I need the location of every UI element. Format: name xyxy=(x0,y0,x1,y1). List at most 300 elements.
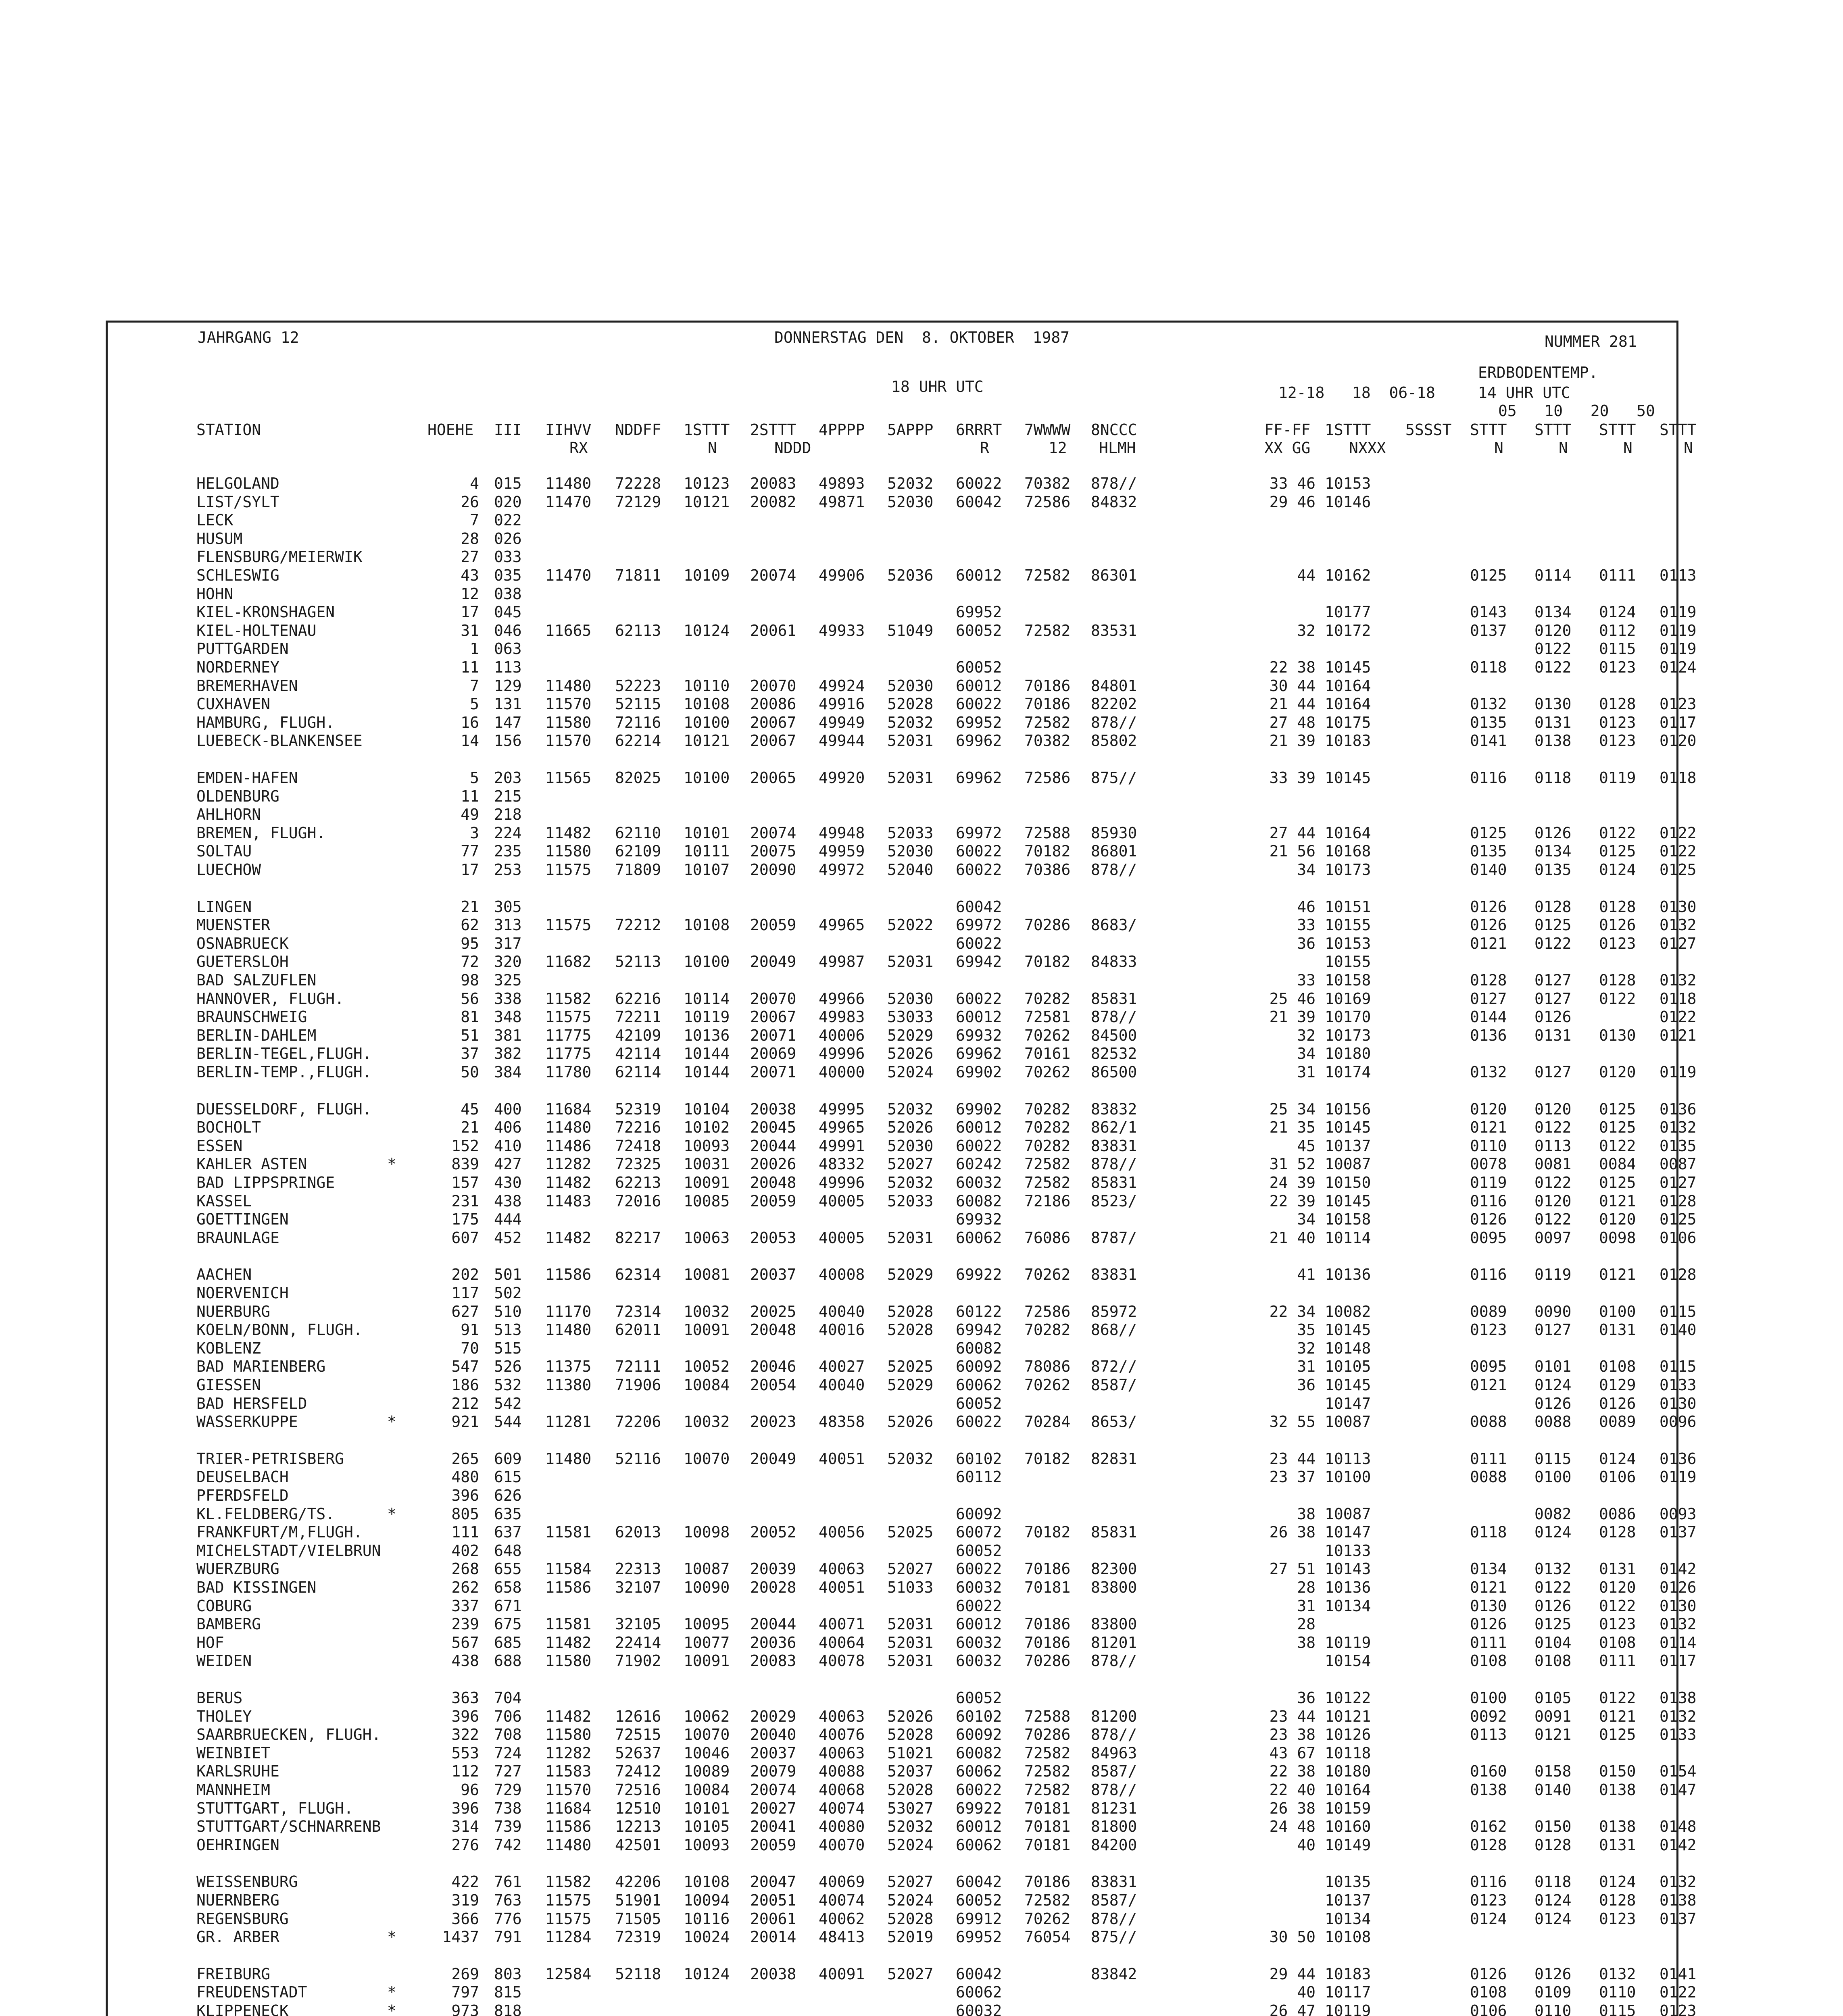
wind-max: 28 xyxy=(1297,1615,1316,1633)
synop-group: 42501 xyxy=(615,1836,661,1854)
soil-temp: 0142 xyxy=(1660,1836,1697,1854)
synop-group: 60092 xyxy=(956,1358,1002,1375)
station-height: 797 xyxy=(451,1983,479,2001)
station-height: 402 xyxy=(451,1542,479,1560)
synop-group: 10101 xyxy=(684,1799,730,1817)
column-subheader: HLMH xyxy=(1099,439,1136,457)
max-temp: 10159 xyxy=(1325,1799,1371,1817)
soil-temp: 0127 xyxy=(1660,1174,1697,1191)
max-temp: 10134 xyxy=(1325,1597,1371,1615)
station-name: BAD HERSFELD xyxy=(196,1395,307,1412)
synop-group: 8587/ xyxy=(1091,1762,1137,1780)
soil-temp: 0121 xyxy=(1534,1726,1572,1743)
synop-group: 72586 xyxy=(1024,1303,1071,1320)
synop-group: 10105 xyxy=(684,1818,730,1835)
soil-temp: 0138 xyxy=(1599,1781,1636,1799)
max-temp: 10105 xyxy=(1325,1358,1371,1375)
soil-temp: 0125 xyxy=(1470,566,1507,584)
soil-temp: 0132 xyxy=(1660,1708,1697,1725)
station-height: 117 xyxy=(451,1284,479,1302)
column-header: 6RRRT xyxy=(956,421,1002,439)
wind-max: 31 52 xyxy=(1269,1155,1316,1173)
station-height: 480 xyxy=(451,1468,479,1486)
synop-group: 72206 xyxy=(615,1413,661,1431)
synop-group: 62214 xyxy=(615,732,661,750)
synop-group: 60012 xyxy=(956,1118,1002,1136)
synop-group: 10085 xyxy=(684,1192,730,1210)
soil-temp: 0128 xyxy=(1660,1266,1697,1283)
synop-group: 10124 xyxy=(684,622,730,639)
station-id: 033 xyxy=(494,548,522,566)
station-height: 3 xyxy=(470,824,479,842)
soil-temp: 0118 xyxy=(1470,658,1507,676)
soil-temp: 0101 xyxy=(1534,1358,1572,1375)
station-id: 706 xyxy=(494,1708,522,1725)
synop-group: 20014 xyxy=(750,1928,796,1946)
synop-group: 11684 xyxy=(545,1799,592,1817)
synop-group: 20090 xyxy=(750,861,796,879)
synop-group: 42109 xyxy=(615,1027,661,1044)
station-height: 45 xyxy=(461,1100,479,1118)
max-temp: 10145 xyxy=(1325,1376,1371,1394)
max-temp: 10122 xyxy=(1325,1689,1371,1707)
max-temp: 10145 xyxy=(1325,658,1371,676)
synop-group: 72586 xyxy=(1024,769,1071,787)
station-id: 776 xyxy=(494,1910,522,1928)
soil-temp: 0128 xyxy=(1599,695,1636,713)
soil-temp: 0116 xyxy=(1470,1192,1507,1210)
soil-temp: 0120 xyxy=(1660,732,1697,750)
synop-group: 40056 xyxy=(819,1523,865,1541)
synop-group: 10109 xyxy=(684,566,730,584)
synop-group: 52637 xyxy=(615,1744,661,1762)
synop-group: 84963 xyxy=(1091,1744,1137,1762)
synop-group: 20028 xyxy=(750,1579,796,1596)
synop-group: 83800 xyxy=(1091,1615,1137,1633)
synop-group: 60032 xyxy=(956,1579,1002,1596)
synop-group: 8787/ xyxy=(1091,1229,1137,1247)
synop-group: 51021 xyxy=(887,1744,934,1762)
column-header: STTT xyxy=(1534,421,1572,439)
soil-temp: 0115 xyxy=(1599,640,1636,658)
synop-group: 82025 xyxy=(615,769,661,787)
synop-group: 878// xyxy=(1091,714,1137,731)
synop-group: 20025 xyxy=(750,1303,796,1320)
synop-group: 10121 xyxy=(684,732,730,750)
synop-group: 72581 xyxy=(1024,1008,1071,1026)
wind-max: 24 39 xyxy=(1269,1174,1316,1191)
synop-group: 72111 xyxy=(615,1358,661,1375)
synop-group: 60102 xyxy=(956,1450,1002,1468)
synop-group: 20048 xyxy=(750,1174,796,1191)
station-name: BAD KISSINGEN xyxy=(196,1579,317,1596)
station-name: AACHEN xyxy=(196,1266,252,1283)
station-height: 111 xyxy=(451,1523,479,1541)
soil-temp: 0106 xyxy=(1599,1468,1636,1486)
station-height: 37 xyxy=(461,1045,479,1062)
synop-group: 40068 xyxy=(819,1781,865,1799)
synop-group: 11480 xyxy=(545,475,592,492)
station-id: 510 xyxy=(494,1303,522,1320)
synop-group: 85930 xyxy=(1091,824,1137,842)
synop-group: 60242 xyxy=(956,1155,1002,1173)
synop-group: 82202 xyxy=(1091,695,1137,713)
soil-temp: 0126 xyxy=(1660,1579,1697,1596)
max-temp: 10134 xyxy=(1325,1910,1371,1928)
synop-group: 60062 xyxy=(956,1983,1002,2001)
synop-group: 70186 xyxy=(1024,1615,1071,1633)
column-header: FF-FF xyxy=(1264,421,1311,439)
soil-temp: 0119 xyxy=(1470,1174,1507,1191)
synop-group: 60042 xyxy=(956,898,1002,916)
wind-max: 30 44 xyxy=(1269,677,1316,695)
synop-group: 10063 xyxy=(684,1229,730,1247)
station-id: 224 xyxy=(494,824,522,842)
station-id: 338 xyxy=(494,990,522,1008)
synop-group: 11570 xyxy=(545,695,592,713)
synop-group: 10084 xyxy=(684,1376,730,1394)
synop-group: 71809 xyxy=(615,861,661,879)
station-id: 609 xyxy=(494,1450,522,1468)
soil-temp: 0132 xyxy=(1660,1873,1697,1891)
mountain-station-marker: * xyxy=(387,1413,396,1431)
soil-temp: 0081 xyxy=(1534,1155,1572,1173)
soil-temp: 0122 xyxy=(1599,1689,1636,1707)
wind-max: 22 38 xyxy=(1269,1762,1316,1780)
soil-temp: 0124 xyxy=(1534,1376,1572,1394)
station-name: WASSERKUPPE xyxy=(196,1413,298,1431)
synop-group: 52040 xyxy=(887,861,934,879)
station-id: 444 xyxy=(494,1210,522,1228)
max-temp: 10087 xyxy=(1325,1413,1371,1431)
soil-temp: 0124 xyxy=(1599,861,1636,879)
soil-temp: 0122 xyxy=(1534,1210,1572,1228)
synop-group: 10116 xyxy=(684,1910,730,1928)
soil-temp: 0122 xyxy=(1534,1174,1572,1191)
synop-group: 60102 xyxy=(956,1708,1002,1725)
max-temp: 10168 xyxy=(1325,842,1371,860)
station-id: 045 xyxy=(494,603,522,621)
synop-group: 85831 xyxy=(1091,1523,1137,1541)
column-subheader: N xyxy=(1623,439,1632,457)
soil-temp: 0131 xyxy=(1599,1836,1636,1854)
synop-group: 81231 xyxy=(1091,1799,1137,1817)
wind-max: 36 xyxy=(1297,1376,1316,1394)
soil-temp: 0128 xyxy=(1599,1891,1636,1909)
synop-group: 11665 xyxy=(545,622,592,639)
synop-group: 62110 xyxy=(615,824,661,842)
max-temp: 10114 xyxy=(1325,1229,1371,1247)
soil-temp: 0089 xyxy=(1470,1303,1507,1320)
synop-group: 60012 xyxy=(956,1008,1002,1026)
synop-group: 878// xyxy=(1091,1726,1137,1743)
synop-group: 40006 xyxy=(819,1027,865,1044)
synop-group: 10090 xyxy=(684,1579,730,1596)
station-height: 72 xyxy=(461,953,479,971)
station-height: 50 xyxy=(461,1063,479,1081)
station-name: OEHRINGEN xyxy=(196,1836,279,1854)
synop-group: 11780 xyxy=(545,1063,592,1081)
synop-group: 52026 xyxy=(887,1045,934,1062)
station-name: BERLIN-TEMP.,FLUGH. xyxy=(196,1063,372,1081)
max-temp: 10158 xyxy=(1325,1210,1371,1228)
synop-group: 10093 xyxy=(684,1836,730,1854)
synop-group: 11470 xyxy=(545,493,592,511)
soil-temp: 0119 xyxy=(1660,1468,1697,1486)
station-name: LUEBECK-BLANKENSEE xyxy=(196,732,363,750)
synop-group: 11170 xyxy=(545,1303,592,1320)
station-name: DUESSELDORF, FLUGH. xyxy=(196,1100,372,1118)
station-name: LINGEN xyxy=(196,898,252,916)
synop-group: 70286 xyxy=(1024,1652,1071,1670)
synop-group: 11482 xyxy=(545,1229,592,1247)
synop-group: 52030 xyxy=(887,677,934,695)
synop-group: 51049 xyxy=(887,622,934,639)
max-temp: 10154 xyxy=(1325,1652,1371,1670)
soil-temp: 0120 xyxy=(1599,1063,1636,1081)
column-subheader: N xyxy=(1684,439,1693,457)
synop-group: 52019 xyxy=(887,1928,934,1946)
station-height: 276 xyxy=(451,1836,479,1854)
station-height: 157 xyxy=(451,1174,479,1191)
soil-temp: 0126 xyxy=(1599,916,1636,934)
synop-group: 84500 xyxy=(1091,1027,1137,1044)
synop-group: 20036 xyxy=(750,1634,796,1652)
station-name: ESSEN xyxy=(196,1137,243,1155)
synop-group: 83831 xyxy=(1091,1873,1137,1891)
soil-temp: 0125 xyxy=(1599,1174,1636,1191)
wind-max: 46 xyxy=(1297,898,1316,916)
synop-group: 20045 xyxy=(750,1118,796,1136)
synop-group: 8587/ xyxy=(1091,1376,1137,1394)
max-temp: 10164 xyxy=(1325,695,1371,713)
synop-group: 82532 xyxy=(1091,1045,1137,1062)
soil-temp: 0111 xyxy=(1470,1450,1507,1468)
soil-temp: 0150 xyxy=(1599,1762,1636,1780)
synop-group: 11586 xyxy=(545,1579,592,1596)
wind-max: 23 44 xyxy=(1269,1450,1316,1468)
soil-temp: 0120 xyxy=(1534,622,1572,639)
synop-group: 10070 xyxy=(684,1450,730,1468)
synop-group: 84832 xyxy=(1091,493,1137,511)
synop-group: 85802 xyxy=(1091,732,1137,750)
station-id: 763 xyxy=(494,1891,522,1909)
synop-group: 10081 xyxy=(684,1266,730,1283)
synop-group: 72586 xyxy=(1024,493,1071,511)
soil-temp: 0118 xyxy=(1470,1523,1507,1541)
soil-temp: 0122 xyxy=(1599,1137,1636,1155)
synop-group: 20059 xyxy=(750,916,796,934)
station-name: LUECHOW xyxy=(196,861,261,879)
station-name: BREMERHAVEN xyxy=(196,677,298,695)
station-height: 5 xyxy=(470,695,479,713)
synop-group: 32107 xyxy=(615,1579,661,1596)
soil-temp: 0123 xyxy=(1599,732,1636,750)
synop-group: 49949 xyxy=(819,714,865,731)
soil-temp: 0122 xyxy=(1534,935,1572,952)
station-name: SAARBRUECKEN, FLUGH. xyxy=(196,1726,381,1743)
soil-temp: 0132 xyxy=(1470,695,1507,713)
station-id: 742 xyxy=(494,1836,522,1854)
synop-group: 84801 xyxy=(1091,677,1137,695)
synop-group: 11470 xyxy=(545,566,592,584)
synop-group: 70182 xyxy=(1024,1450,1071,1468)
soil-temp: 0100 xyxy=(1534,1468,1572,1486)
soil-temp: 0144 xyxy=(1470,1008,1507,1026)
soil-temp: 0121 xyxy=(1470,1579,1507,1596)
synop-group: 70282 xyxy=(1024,990,1071,1008)
soil-temp: 0115 xyxy=(1534,1450,1572,1468)
synop-group: 69902 xyxy=(956,1063,1002,1081)
max-temp: 10136 xyxy=(1325,1266,1371,1283)
max-temp: 10135 xyxy=(1325,1873,1371,1891)
synop-group: 49966 xyxy=(819,990,865,1008)
station-id: 384 xyxy=(494,1063,522,1081)
soil-temp: 0088 xyxy=(1470,1413,1507,1431)
station-id: 544 xyxy=(494,1413,522,1431)
synop-group: 85831 xyxy=(1091,990,1137,1008)
station-height: 396 xyxy=(451,1708,479,1725)
station-height: 314 xyxy=(451,1818,479,1835)
synop-group: 86801 xyxy=(1091,842,1137,860)
station-name: BERUS xyxy=(196,1689,243,1707)
station-name: KLIPPENECK xyxy=(196,2002,289,2016)
station-id: 526 xyxy=(494,1358,522,1375)
soil-temp: 0087 xyxy=(1660,1155,1697,1173)
soil-temp: 0162 xyxy=(1470,1818,1507,1835)
synop-group: 11284 xyxy=(545,1928,592,1946)
soil-temp: 0093 xyxy=(1660,1505,1697,1523)
station-id: 648 xyxy=(494,1542,522,1560)
synop-group: 11482 xyxy=(545,1174,592,1191)
station-id: 704 xyxy=(494,1689,522,1707)
synop-group: 60062 xyxy=(956,1836,1002,1854)
synop-group: 40051 xyxy=(819,1450,865,1468)
synop-group: 10084 xyxy=(684,1781,730,1799)
soil-temp: 0135 xyxy=(1534,861,1572,879)
synop-group: 60052 xyxy=(956,658,1002,676)
synop-group: 52024 xyxy=(887,1891,934,1909)
soil-temp: 0126 xyxy=(1534,1965,1572,1983)
station-name: SOLTAU xyxy=(196,842,252,860)
synop-group: 20049 xyxy=(750,953,796,971)
synop-group: 42206 xyxy=(615,1873,661,1891)
wind-max: 33 39 xyxy=(1269,769,1316,787)
station-name: HAMBURG, FLUGH. xyxy=(196,714,335,731)
station-id: 317 xyxy=(494,935,522,952)
synop-group: 70286 xyxy=(1024,1726,1071,1743)
synop-group: 70284 xyxy=(1024,1413,1071,1431)
soil-temp-time: 14 UHR UTC xyxy=(1478,384,1570,402)
synop-group: 20046 xyxy=(750,1358,796,1375)
synop-group: 11282 xyxy=(545,1155,592,1173)
soil-temp: 0126 xyxy=(1599,1395,1636,1412)
wind-max: 21 40 xyxy=(1269,1229,1316,1247)
station-height: 21 xyxy=(461,898,479,916)
wind-max: 24 48 xyxy=(1269,1818,1316,1835)
synop-group: 72582 xyxy=(1024,566,1071,584)
wind-max: 31 xyxy=(1297,1063,1316,1081)
soil-temp: 0125 xyxy=(1599,842,1636,860)
station-name: REGENSBURG xyxy=(196,1910,289,1928)
synop-group: 83831 xyxy=(1091,1266,1137,1283)
synop-group: 52031 xyxy=(887,1615,934,1633)
synop-group: 60022 xyxy=(956,1597,1002,1615)
synop-group: 72582 xyxy=(1024,1744,1071,1762)
synop-group: 72582 xyxy=(1024,1174,1071,1191)
soil-temp: 0119 xyxy=(1660,640,1697,658)
wind-max: 38 xyxy=(1297,1634,1316,1652)
synop-group: 52029 xyxy=(887,1376,934,1394)
station-name: BOCHOLT xyxy=(196,1118,261,1136)
station-height: 7 xyxy=(470,511,479,529)
synop-group: 20070 xyxy=(750,677,796,695)
wind-max: 36 xyxy=(1297,935,1316,952)
soil-temp: 0110 xyxy=(1470,1137,1507,1155)
synop-group: 70161 xyxy=(1024,1045,1071,1062)
synop-group: 60022 xyxy=(956,1413,1002,1431)
synop-group: 20039 xyxy=(750,1560,796,1578)
soil-temp: 0135 xyxy=(1660,1137,1697,1155)
synop-group: 52223 xyxy=(615,677,661,695)
max-temp: 10148 xyxy=(1325,1339,1371,1357)
synop-group: 52027 xyxy=(887,1965,934,1983)
station-id: 218 xyxy=(494,806,522,823)
synop-group: 11570 xyxy=(545,1781,592,1799)
synop-group: 70282 xyxy=(1024,1100,1071,1118)
wind-max: 44 xyxy=(1297,566,1316,584)
soil-temp: 0121 xyxy=(1599,1192,1636,1210)
synop-group: 60012 xyxy=(956,1615,1002,1633)
soil-temp: 0123 xyxy=(1599,714,1636,731)
synop-group: 49893 xyxy=(819,475,865,492)
synop-group: 10104 xyxy=(684,1100,730,1118)
synop-group: 20052 xyxy=(750,1523,796,1541)
station-height: 366 xyxy=(451,1910,479,1928)
station-height: 262 xyxy=(451,1579,479,1596)
soil-temp: 0092 xyxy=(1470,1708,1507,1725)
synop-group: 11480 xyxy=(545,677,592,695)
synop-group: 40063 xyxy=(819,1560,865,1578)
synop-group: 20069 xyxy=(750,1045,796,1062)
soil-temp: 0123 xyxy=(1470,1321,1507,1339)
synop-group: 60072 xyxy=(956,1523,1002,1541)
soil-temp: 0089 xyxy=(1599,1413,1636,1431)
issue-date: DONNERSTAG DEN 8. OKTOBER 1987 xyxy=(774,329,1070,346)
synop-group: 12616 xyxy=(615,1708,661,1725)
soil-temp: 0113 xyxy=(1534,1137,1572,1155)
station-name: FLENSBURG/MEIERWIK xyxy=(196,548,363,566)
soil-temp: 0129 xyxy=(1599,1376,1636,1394)
soil-temp: 0126 xyxy=(1470,898,1507,916)
synop-group: 20037 xyxy=(750,1266,796,1283)
synop-group: 10107 xyxy=(684,861,730,879)
station-name: BAD SALZUFLEN xyxy=(196,971,317,989)
soil-temp: 0138 xyxy=(1534,732,1572,750)
synop-group: 60052 xyxy=(956,1542,1002,1560)
soil-temp: 0121 xyxy=(1660,1027,1697,1044)
synop-group: 60052 xyxy=(956,1395,1002,1412)
station-height: 11 xyxy=(461,658,479,676)
synop-group: 52027 xyxy=(887,1560,934,1578)
synop-group: 20054 xyxy=(750,1376,796,1394)
station-height: 1437 xyxy=(442,1928,479,1946)
soil-temp: 0124 xyxy=(1660,658,1697,676)
synop-group: 8683/ xyxy=(1091,916,1137,934)
max-temp: 10113 xyxy=(1325,1450,1371,1468)
station-height: 265 xyxy=(451,1450,479,1468)
column-subheader: XX GG xyxy=(1264,439,1311,457)
